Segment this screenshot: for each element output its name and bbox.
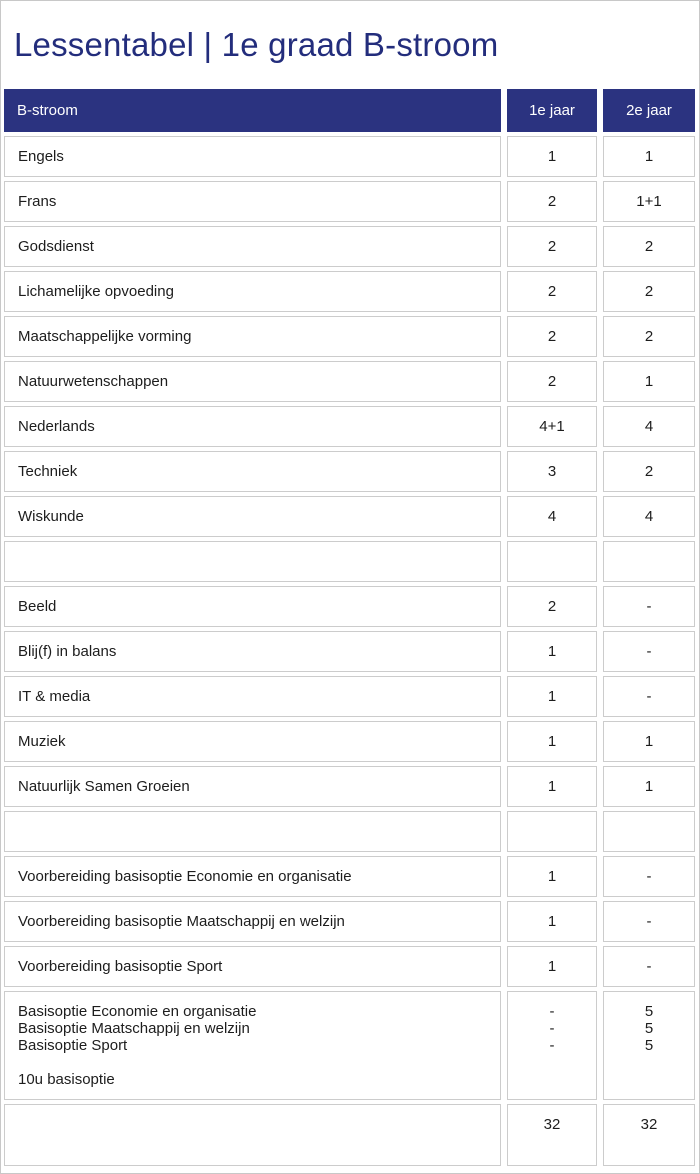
- year2-cell: 2: [603, 451, 695, 492]
- year2-cell: -: [603, 856, 695, 897]
- subject-cell: Beeld: [4, 586, 501, 627]
- year2-cell: -: [603, 586, 695, 627]
- year1-value: -: [549, 1037, 555, 1054]
- year1-cell: 1: [507, 766, 597, 807]
- year1-cell: [507, 541, 597, 582]
- year1-cell: 2: [507, 316, 597, 357]
- year2-cell: 2: [603, 226, 695, 267]
- year1-cell: 3: [507, 451, 597, 492]
- year2-cell: [603, 541, 695, 582]
- year2-cell: -: [603, 901, 695, 942]
- year2-cell: 1+1: [603, 181, 695, 222]
- year1-cell: 2: [507, 586, 597, 627]
- subject-cell: Muziek: [4, 721, 501, 762]
- year2-cell: 1: [603, 361, 695, 402]
- year1-cell: 2: [507, 226, 597, 267]
- year1-cell: [507, 811, 597, 852]
- header-cell: 1e jaar: [507, 89, 597, 132]
- year1-cell: 2: [507, 181, 597, 222]
- year2-cell: 4: [603, 406, 695, 447]
- year1-cell: 1: [507, 901, 597, 942]
- year1-cell: 1: [507, 946, 597, 987]
- year1-cell: 1: [507, 676, 597, 717]
- subject-cell: Maatschappelijke vorming: [4, 316, 501, 357]
- basisoptie-label: Basisoptie Economie en organisatie: [18, 1003, 257, 1020]
- year1-cell: 1: [507, 631, 597, 672]
- year1-cell: 4+1: [507, 406, 597, 447]
- basisoptie-label: Basisoptie Maatschappij en welzijn: [18, 1020, 250, 1037]
- header-cell: 2e jaar: [603, 89, 695, 132]
- total-year1-cell: 32: [507, 1104, 597, 1166]
- subject-cell: Wiskunde: [4, 496, 501, 537]
- year1-value: -: [549, 1020, 555, 1037]
- spacer-cell: [4, 541, 501, 582]
- basisoptie-note: 10u basisoptie: [18, 1071, 115, 1088]
- year1-cell: 2: [507, 361, 597, 402]
- year2-cell: 1: [603, 136, 695, 177]
- subject-cell: Frans: [4, 181, 501, 222]
- basisoptie-cell: [4, 991, 501, 1100]
- subject-cell: Voorbereiding basisoptie Maatschappij en welzijn: [4, 901, 501, 942]
- year2-cell: -: [603, 676, 695, 717]
- basisoptie-label: Basisoptie Sport: [18, 1037, 128, 1054]
- year2-cell: 4: [603, 496, 695, 537]
- year2-cell: 1: [603, 721, 695, 762]
- year1-cell: 1: [507, 856, 597, 897]
- year2-cell: 1: [603, 766, 695, 807]
- subject-cell: Voorbereiding basisoptie Economie en organisatie: [4, 856, 501, 897]
- year1-cell: 1: [507, 721, 597, 762]
- year2-cell: -: [603, 946, 695, 987]
- year1-cell: 2: [507, 271, 597, 312]
- subject-cell: Lichamelijke opvoeding: [4, 271, 501, 312]
- year1-cell: [507, 991, 597, 1100]
- year1-value: -: [549, 1003, 555, 1020]
- subject-cell: Natuurwetenschappen: [4, 361, 501, 402]
- spacer-cell: [4, 811, 501, 852]
- subject-cell: Engels: [4, 136, 501, 177]
- subject-cell: Natuurlijk Samen Groeien: [4, 766, 501, 807]
- year1-cell: 4: [507, 496, 597, 537]
- year2-value: 5: [644, 1003, 654, 1020]
- blank-line: [18, 1054, 492, 1071]
- subject-cell: IT & media: [4, 676, 501, 717]
- year2-cell: 2: [603, 316, 695, 357]
- subject-cell: Blij(f) in balans: [4, 631, 501, 672]
- year2-cell: [603, 811, 695, 852]
- total-year2-cell: 32: [603, 1104, 695, 1166]
- lessentabel-table: [4, 89, 695, 1166]
- year2-cell: [603, 991, 695, 1100]
- year1-cell: 1: [507, 136, 597, 177]
- subject-cell: Godsdienst: [4, 226, 501, 267]
- page-title: Lessentabel | 1e graad B-stroom: [14, 26, 499, 63]
- year2-value: 5: [644, 1020, 654, 1037]
- subject-cell: Voorbereiding basisoptie Sport: [4, 946, 501, 987]
- subject-cell: Techniek: [4, 451, 501, 492]
- year2-value: 5: [644, 1037, 654, 1054]
- header-cell: B-stroom: [4, 89, 501, 132]
- year2-cell: -: [603, 631, 695, 672]
- total-label-cell: [4, 1104, 501, 1166]
- year2-cell: 2: [603, 271, 695, 312]
- subject-cell: Nederlands: [4, 406, 501, 447]
